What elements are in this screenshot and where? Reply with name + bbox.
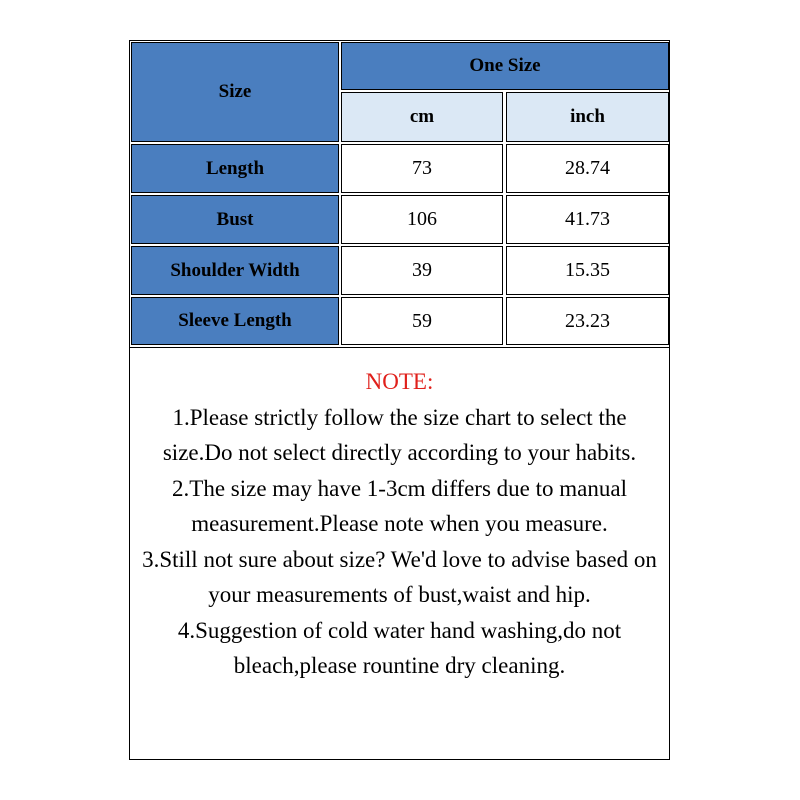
row-value-cm <box>341 297 503 345</box>
note-item: 4.Suggestion of cold water hand washing,do not bleach,please rountine dry cleaning. <box>177 617 622 678</box>
sleeve-inch-value: 23.23 <box>565 309 610 332</box>
sleeve-cm-value: 59 <box>412 309 432 332</box>
note-section <box>130 347 669 759</box>
size-header-cell <box>131 42 339 142</box>
unit-cm-cell <box>341 92 503 142</box>
size-chart <box>129 40 670 760</box>
size-header-label: Size <box>218 81 252 102</box>
row-label-sleeve-length <box>131 297 339 345</box>
row-label-text: Bust <box>216 208 254 230</box>
note-title: NOTE: <box>365 369 434 394</box>
note-item: 1.Please strictly follow the size chart to select the size.Do not select directly according to your habits. <box>162 404 637 465</box>
row-value-cm <box>341 144 503 193</box>
length-inch-value: 28.74 <box>565 157 610 179</box>
bust-inch-value: 41.73 <box>565 208 610 230</box>
shoulder-cm-value: 39 <box>412 259 432 281</box>
row-label-shoulder-width <box>131 246 339 295</box>
row-value-cm <box>341 195 503 244</box>
note-item: 2.The size may have 1-3cm differs due to manual measurement.Please note when you measure. <box>172 475 627 536</box>
row-label-length <box>131 144 339 193</box>
one-size-header-cell <box>341 42 669 90</box>
unit-inch-cell <box>506 92 669 142</box>
one-size-header-label: One Size <box>469 55 541 76</box>
row-value-inch <box>506 246 669 295</box>
row-label-text: Shoulder Width <box>170 259 300 281</box>
note-item: 3.Still not sure about size? We'd love to advise based on your measurements of bust,waist and hip. <box>142 546 657 607</box>
row-label-bust <box>131 195 339 244</box>
unit-inch-label: inch <box>570 106 605 127</box>
row-label-text: Length <box>205 157 265 179</box>
unit-cm-label: cm <box>409 106 435 127</box>
row-value-cm <box>341 246 503 295</box>
row-value-inch <box>506 144 669 193</box>
row-label-text: Sleeve Length <box>178 310 292 331</box>
row-value-inch <box>506 195 669 244</box>
bust-cm-value: 106 <box>407 208 437 230</box>
shoulder-inch-value: 15.35 <box>565 259 610 281</box>
row-value-inch <box>506 297 669 345</box>
length-cm-value: 73 <box>412 157 432 179</box>
